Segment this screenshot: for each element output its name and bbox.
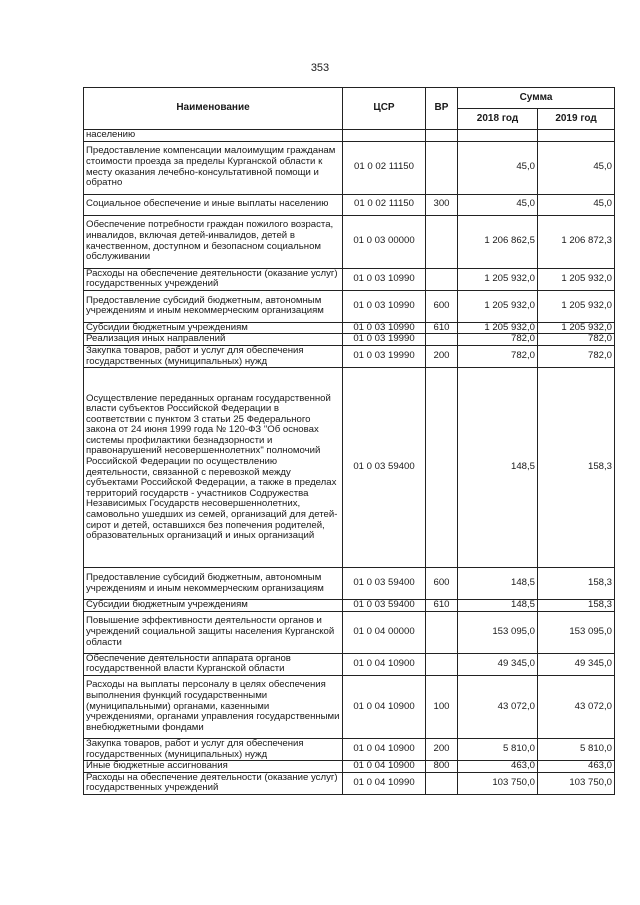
row-amount-2018: 1 205 932,0	[458, 290, 538, 322]
row-amount-2019: 782,0	[538, 345, 615, 367]
row-amount-2019: 43 072,0	[538, 675, 615, 738]
row-vr	[426, 368, 458, 568]
row-amount-2018: 1 206 862,5	[458, 215, 538, 268]
table-row	[84, 141, 615, 194]
row-vr	[426, 141, 458, 194]
row-amount-2018: 148,5	[458, 600, 538, 612]
row-amount-2019: 782,0	[538, 334, 615, 346]
row-csr: 01 0 03 19990	[343, 345, 426, 367]
row-csr: 01 0 03 59400	[343, 600, 426, 612]
row-name: Осуществление переданных органам государственной власти субъектов Российской Федерации в соответствии с пунктом 3 статьи 25 Федерального закона от 24 июня 1999 года № 120-ФЗ "Об основах системы профилактики безнадзорности и правонарушений несовершеннолетних" полномочий Российской Федерации по осуществлению деятельности, связанной с перевозкой между субъектами Российской Федерации, а также в пределах территорий государств - участников Содружества Независимых Государств несовершеннолетних, самовольно ушедших из семей, организаций для детей-сирот и детей, оставшихся без попечения родителей, образовательных организаций и иных организаций	[84, 368, 343, 568]
row-vr	[426, 215, 458, 268]
header-year-2018: 2018 год	[458, 109, 538, 130]
table-row	[84, 268, 615, 290]
row-name: Обеспечение потребности граждан пожилого возраста, инвалидов, включая детей-инвалидов, детей в качественном, доступном и безопасном социальном обслуживании	[84, 215, 343, 268]
row-vr: 600	[426, 568, 458, 600]
header-year-2019: 2019 год	[538, 109, 615, 130]
row-amount-2019: 463,0	[538, 761, 615, 773]
row-vr: 610	[426, 600, 458, 612]
table-row	[84, 290, 615, 322]
table-row	[84, 772, 615, 794]
row-vr: 200	[426, 345, 458, 367]
row-name: Иные бюджетные ассигнования	[84, 761, 343, 773]
row-amount-2019: 1 205 932,0	[538, 322, 615, 334]
row-name: Предоставление субсидий бюджетным, автономным учреждениям и иным некоммерческим организациям	[84, 290, 343, 322]
row-amount-2018: 148,5	[458, 368, 538, 568]
header-csr: ЦСР	[343, 88, 426, 130]
row-vr: 300	[426, 194, 458, 215]
row-amount-2018	[458, 130, 538, 142]
row-name: Социальное обеспечение и иные выплаты населению	[84, 194, 343, 215]
table-row	[84, 368, 615, 568]
row-name: Повышение эффективности деятельности органов и учреждений социальной защиты населения Курганской области	[84, 611, 343, 653]
row-name: Предоставление субсидий бюджетным, автономным учреждениям и иным некоммерческим организациям	[84, 568, 343, 600]
table-row	[84, 130, 615, 142]
row-csr: 01 0 02 11150	[343, 141, 426, 194]
row-csr	[343, 130, 426, 142]
row-amount-2018: 153 095,0	[458, 611, 538, 653]
row-amount-2018: 148,5	[458, 568, 538, 600]
row-amount-2019: 5 810,0	[538, 738, 615, 760]
row-amount-2019: 158,3	[538, 600, 615, 612]
table-row	[84, 675, 615, 738]
row-vr	[426, 334, 458, 346]
row-csr: 01 0 03 10990	[343, 322, 426, 334]
row-amount-2018: 5 810,0	[458, 738, 538, 760]
row-amount-2019	[538, 130, 615, 142]
row-csr: 01 0 04 00000	[343, 611, 426, 653]
row-vr: 600	[426, 290, 458, 322]
table-row	[84, 611, 615, 653]
row-amount-2018: 45,0	[458, 141, 538, 194]
table-row	[84, 653, 615, 675]
row-amount-2018: 43 072,0	[458, 675, 538, 738]
row-name: Субсидии бюджетным учреждениям	[84, 600, 343, 612]
row-vr: 200	[426, 738, 458, 760]
row-amount-2019: 158,3	[538, 368, 615, 568]
row-vr: 610	[426, 322, 458, 334]
row-csr: 01 0 03 00000	[343, 215, 426, 268]
table-row	[84, 761, 615, 773]
row-amount-2018: 1 205 932,0	[458, 268, 538, 290]
row-name: Расходы на выплаты персоналу в целях обеспечения выполнения функций государственными (муниципальными) органами, казенными учреждениями, органами управления государственными внебюджетными фондами	[84, 675, 343, 738]
row-amount-2018: 45,0	[458, 194, 538, 215]
row-vr	[426, 130, 458, 142]
row-amount-2018: 782,0	[458, 345, 538, 367]
row-csr: 01 0 03 59400	[343, 568, 426, 600]
row-csr: 01 0 04 10900	[343, 675, 426, 738]
row-vr	[426, 653, 458, 675]
row-amount-2019: 45,0	[538, 194, 615, 215]
row-amount-2018: 103 750,0	[458, 772, 538, 794]
row-vr	[426, 772, 458, 794]
row-amount-2019: 45,0	[538, 141, 615, 194]
row-amount-2018: 49 345,0	[458, 653, 538, 675]
row-amount-2019: 49 345,0	[538, 653, 615, 675]
header-vr: ВР	[426, 88, 458, 130]
row-csr: 01 0 02 11150	[343, 194, 426, 215]
row-amount-2018: 1 205 932,0	[458, 322, 538, 334]
table-row	[84, 215, 615, 268]
table-row	[84, 194, 615, 215]
row-csr: 01 0 04 10990	[343, 772, 426, 794]
row-amount-2019: 1 206 872,3	[538, 215, 615, 268]
row-amount-2019: 1 205 932,0	[538, 268, 615, 290]
header-sum: Сумма	[458, 88, 615, 109]
row-vr	[426, 611, 458, 653]
row-amount-2019: 103 750,0	[538, 772, 615, 794]
row-amount-2018: 463,0	[458, 761, 538, 773]
row-amount-2019: 158,3	[538, 568, 615, 600]
row-name: Расходы на обеспечение деятельности (оказание услуг) государственных учреждений	[84, 772, 343, 794]
row-name: Закупка товаров, работ и услуг для обеспечения государственных (муниципальных) нужд	[84, 345, 343, 367]
table-row	[84, 345, 615, 367]
row-csr: 01 0 03 19990	[343, 334, 426, 346]
row-vr: 800	[426, 761, 458, 773]
row-amount-2019: 1 205 932,0	[538, 290, 615, 322]
table-row	[84, 322, 615, 334]
row-vr	[426, 268, 458, 290]
row-name: населению	[84, 130, 343, 142]
table-row	[84, 334, 615, 346]
row-name: Реализация иных направлений	[84, 334, 343, 346]
row-csr: 01 0 03 59400	[343, 368, 426, 568]
row-vr: 100	[426, 675, 458, 738]
page-number: 353	[310, 62, 330, 74]
row-csr: 01 0 04 10900	[343, 653, 426, 675]
table-row	[84, 738, 615, 760]
table-row	[84, 600, 615, 612]
row-amount-2019: 153 095,0	[538, 611, 615, 653]
row-amount-2018: 782,0	[458, 334, 538, 346]
row-name: Субсидии бюджетным учреждениям	[84, 322, 343, 334]
row-csr: 01 0 03 10990	[343, 268, 426, 290]
row-name: Предоставление компенсации малоимущим гражданам стоимости проезда за пределы Курганской области к месту оказания лечебно-консультативной помощи и обратно	[84, 141, 343, 194]
header-name: Наименование	[84, 88, 343, 130]
row-csr: 01 0 04 10900	[343, 761, 426, 773]
row-csr: 01 0 03 10990	[343, 290, 426, 322]
budget-table	[83, 87, 615, 795]
row-name: Закупка товаров, работ и услуг для обеспечения государственных (муниципальных) нужд	[84, 738, 343, 760]
table-row	[84, 568, 615, 600]
row-name: Расходы на обеспечение деятельности (оказание услуг) государственных учреждений	[84, 268, 343, 290]
row-csr: 01 0 04 10900	[343, 738, 426, 760]
row-name: Обеспечение деятельности аппарата органов государственной власти Курганской области	[84, 653, 343, 675]
